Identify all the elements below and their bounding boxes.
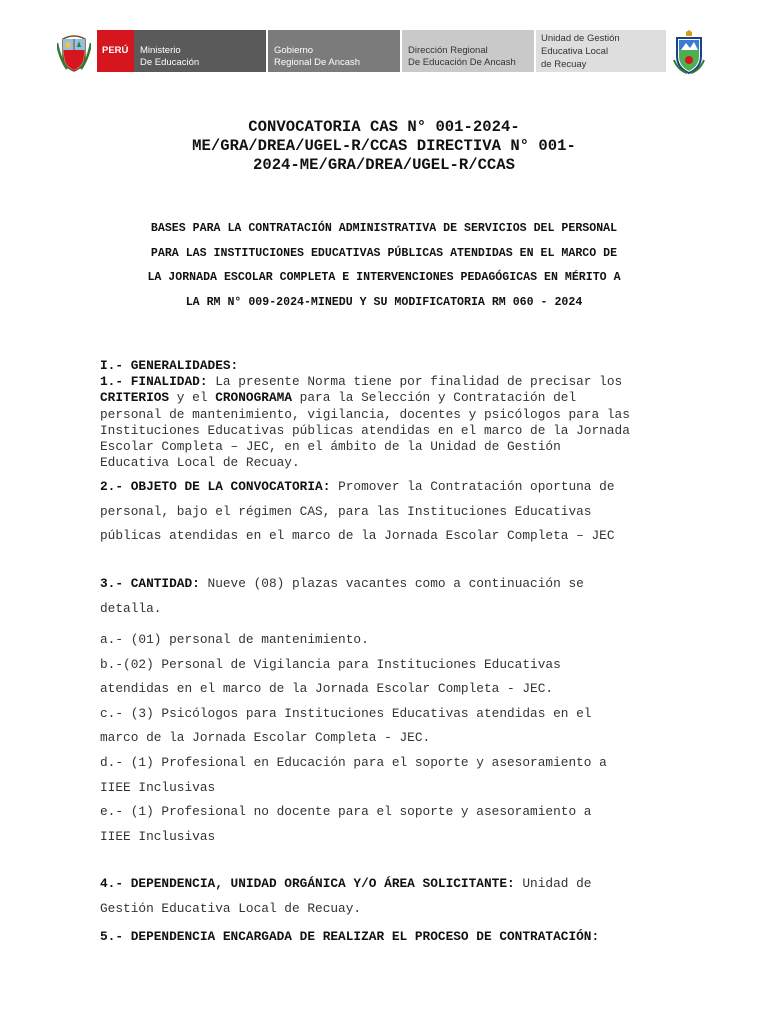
gobierno-line2: Regional De Ancash [274,57,361,68]
cantidad-text: Nueve (08) plazas vacantes como a continuación se [199,576,584,591]
direccion-line1: Dirección Regional [408,45,488,56]
ugel-line2: Educativa Local [541,46,609,57]
title-line-1: CONVOCATORIA CAS N° 001-2024- [248,118,520,136]
list-item: b.-(02) Personal de Vigilancia para Instituciones Educativas [100,656,561,672]
peru-coat-of-arms-icon [57,33,91,73]
list-item: IIEE Inclusivas [100,779,216,795]
finalidad-text: La presente Norma tiene por finalidad de precisar los [207,374,623,390]
peru-badge [97,30,134,72]
finalidad-line-3: personal de mantenimiento, vigilancia, docentes y psicólogos para las [100,406,630,422]
document-subtitle [92,217,676,315]
cantidad-label: 3.- CANTIDAD: [100,576,200,591]
objeto-label: 2.- OBJETO DE LA CONVOCATORIA: [100,479,331,494]
finalidad-connector: y el [169,390,216,406]
direccion-badge [402,30,534,72]
ministerio-line1: Ministerio [140,45,181,56]
cantidad-line-2: detalla. [100,600,162,616]
finalidad-line-5: Escolar Completa – JEC, en el ámbito de la Unidad de Gestión [100,439,561,455]
section-objeto [100,475,680,549]
section-dependencia [100,872,680,921]
section-heading: I.- GENERALIDADES: [100,358,239,373]
ministerio-line2: De Educación [140,57,200,68]
encargada-label: 5.- DEPENDENCIA ENCARGADA DE REALIZAR EL PROCESO DE CONTRATACIÓN: [100,929,600,944]
list-item: a.- (01) personal de mantenimiento. [100,632,369,647]
dependencia-line-2: Gestión Educativa Local de Recuay. [100,900,362,916]
direccion-line2: De Educación De Ancash [408,57,516,68]
ugel-badge [536,30,666,72]
cronograma-term: CRONOGRAMA [215,390,292,406]
section-generalidades [100,358,680,471]
dependencia-text: Unidad de [514,876,592,891]
section-cantidad [100,572,680,621]
list-item: d.- (1) Profesional en Educación para el soporte y asesoramiento a [100,754,607,770]
finalidad-line-6: Educativa Local de Recuay. [100,455,300,471]
finalidad-text-2: para la Selección y Contratación del [292,390,577,406]
finalidad-line-4: Instituciones Educativas públicas atendidas en el marco de la Jornada [100,422,630,438]
document-title [100,118,668,175]
subtitle-line-4: LA RM N° 009-2024-MINEDU Y SU MODIFICATORIA RM 060 - 2024 [185,295,583,309]
title-line-2: ME/GRA/DREA/UGEL-R/CCAS DIRECTIVA N° 001- [192,137,576,155]
list-item: e.- (1) Profesional no docente para el soporte y asesoramiento a [100,804,592,820]
list-item: marco de la Jornada Escolar Completa - JEC. [100,730,431,746]
subtitle-line-1: BASES PARA LA CONTRATACIÓN ADMINISTRATIVA DE SERVICIOS DEL PERSONAL [150,222,618,235]
ugel-line1: Unidad de Gestión [541,33,620,44]
gobierno-line1: Gobierno [274,45,314,56]
objeto-line-3: públicas atendidas en el marco de la Jornada Escolar Completa – JEC [100,528,615,544]
letterhead [0,30,768,76]
list-item: c.- (3) Psicólogos para Instituciones Educativas atendidas en el [100,705,592,721]
title-line-3: 2024-ME/GRA/DREA/UGEL-R/CCAS [252,156,516,174]
ministerio-badge [134,30,266,72]
ugel-line3: de Recuay [541,59,587,70]
peru-label: PERÚ [102,45,129,56]
ugel-recuay-emblem-icon [672,30,706,74]
objeto-text: Promover la Contratación oportuna de [330,479,615,494]
plazas-list [100,628,680,849]
dependencia-label: 4.- DEPENDENCIA, UNIDAD ORGÁNICA Y/O ÁREA SOLICITANTE: [100,876,515,891]
criterios-term: CRITERIOS [100,390,170,406]
section-encargada [100,925,680,950]
finalidad-label: 1.- FINALIDAD: [100,374,208,390]
list-item: IIEE Inclusivas [100,828,216,844]
objeto-line-2: personal, bajo el régimen CAS, para las Instituciones Educativas [100,503,592,519]
gobierno-badge [268,30,400,72]
subtitle-line-2: PARA LAS INSTITUCIONES EDUCATIVAS PÚBLICAS ATENDIDAS EN EL MARCO DE [150,246,618,260]
list-item: atendidas en el marco de la Jornada Escolar Completa - JEC. [100,681,554,697]
subtitle-line-3: LA JORNADA ESCOLAR COMPLETA E INTERVENCIONES PEDAGÓGICAS EN MÉRITO A [147,271,621,284]
